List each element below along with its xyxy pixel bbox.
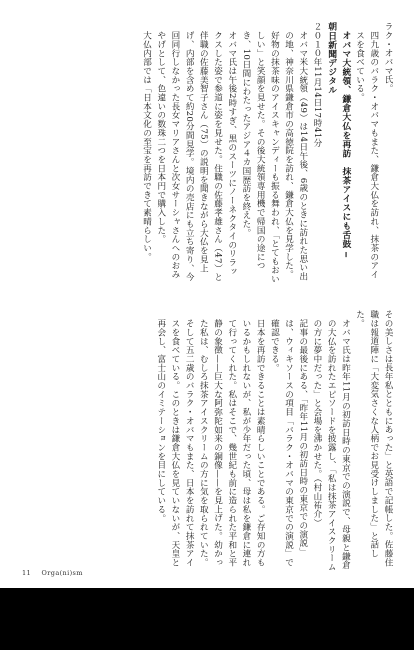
paragraph: 四九歳のバラク・オバマもまた、鎌倉大仏を訪れ、抹茶のアイスを食べている。 <box>354 30 379 279</box>
paragraph: その美しさは長年私とともにあった」と英語で記帳した。佐藤住職は報道陣に「大変気さくな人柄でお見受けしました」と話した。 <box>354 310 393 567</box>
upper-text-column <box>25 22 395 284</box>
page-number: 11 <box>22 569 32 577</box>
page-footer <box>22 569 91 577</box>
paragraph: 日本を再訪できることは素晴らしいことである。ご存知の方もいるかもしれないが、私が少年だった頃、母は私を鎌倉に連れて行ってくれた。私はそこで、幾世紀も前に造られた平和と平静の象徴——巨大な阿弥陀如来の銅像——を見上げた。幼かった私は、むしろ抹茶アイスクリームの方に気を取られていた。 <box>198 318 266 567</box>
column-divider <box>18 292 396 300</box>
paragraph: オバマ米大統領（49）は14日午後、6歳のときに訪れた思い出の地、神奈川県鎌倉市の高徳院を訪れ、鎌倉大仏を見学した。好物の抹茶味のアイスキャンディーも振る舞われ、「とてもおいしい」と笑顔を見せた。その後大統領専用機で帰国の途につき、10日間にわたったアジア４カ国歴訪を終えた。 <box>240 30 308 283</box>
paragraph: オバマ氏は昨年11月の初訪日時の東京での演説で、母親と鎌倉の大仏を訪れたエピソードを披露し、「私は抹茶アイスクリームの方に夢中だった」と会場を沸かせた。（村山祐介） <box>311 318 351 571</box>
paragraph: オバマ氏は午後2時すぎ、黒のスーツにノーネクタイのリラックスした姿で参道に姿を見せた。住職の佐藤孝雄さん（47）と伴職の佐藤美智子さん（75）の説明を聞きながら大仏を見上げ、内部を含めて約20分間見学。境内の売店にも立ち寄り、今回同行しなかった長女マリアさんと次女サーシャさんへのおみやげとして、色違いの数珠二つを日本円で購入した。 <box>155 30 237 281</box>
article-heading: 朝日新聞デジタル <box>326 22 337 95</box>
lower-text-column <box>35 310 395 572</box>
paragraph: そして五二歳のバラク・オバマもまた、日本を訪れて抹茶アイスを食べている。このときは鎌倉大仏を見ていないが、天皇と再会し、富士山のイミテーションを目にしている。 <box>155 318 195 567</box>
black-margin <box>0 588 414 650</box>
paragraph: 大仏内部では「日本文化の至宝を再訪できて素晴らしい。 <box>141 30 152 261</box>
article-heading: オバマ大統領、鎌倉大仏を再訪 抹茶アイスにも舌鼓 ‒ <box>340 30 351 258</box>
paragraph: ラク・オバマ氏。 <box>383 22 393 93</box>
journal-title: Orga(ni)sm <box>41 569 83 577</box>
paragraph: ２０１０年11月14日17時41分 <box>311 22 322 148</box>
paragraph: 記事の最後にある、「昨年11月の初訪日時の東京での演説」は、ウィキソースの項目「バラク・オバマの東京での演説」で確認できる。 <box>269 318 308 567</box>
